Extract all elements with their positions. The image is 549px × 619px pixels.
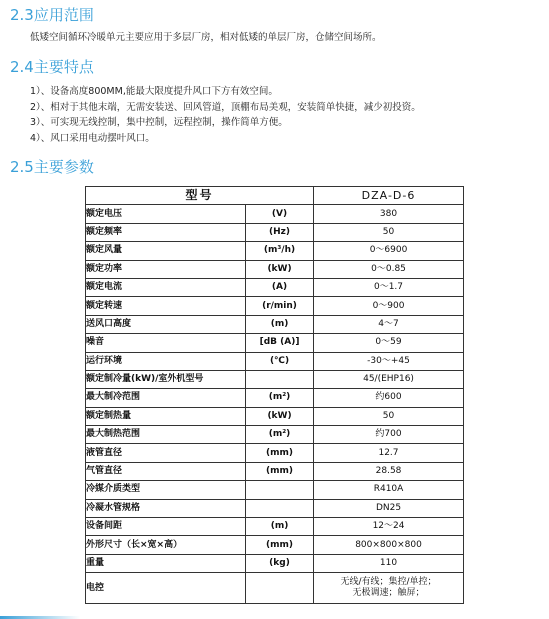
param-name: 额定频率 [86, 223, 246, 241]
param-value: 28.58 [314, 462, 464, 480]
table-row [86, 536, 464, 554]
table-row [86, 334, 464, 352]
param-unit: (Hz) [246, 223, 314, 241]
param-value: 12.7 [314, 444, 464, 462]
table-row [86, 260, 464, 278]
header-model-value: DZA-D-6 [314, 187, 464, 205]
param-value: 50 [314, 407, 464, 425]
table-row [86, 499, 464, 517]
table-row [86, 407, 464, 425]
param-value-line: 无线/有线；集控/单控； [340, 577, 437, 588]
param-name: 气管直径 [86, 462, 246, 480]
param-value: 约700 [314, 426, 464, 444]
parameter-table [85, 186, 464, 604]
param-unit: (m³/h) [246, 242, 314, 260]
param-unit [246, 499, 314, 517]
param-value: 0～6900 [314, 242, 464, 260]
param-unit: (r/min) [246, 297, 314, 315]
table-row [86, 370, 464, 388]
param-name: 冷媒介质类型 [86, 481, 246, 499]
param-unit: (℃) [246, 352, 314, 370]
param-value: R410A [314, 481, 464, 499]
table-header-row [86, 187, 464, 205]
param-value: 45/(EHP16) [314, 370, 464, 388]
param-name: 额定风量 [86, 242, 246, 260]
param-value: 4～7 [314, 315, 464, 333]
table-row [86, 554, 464, 572]
param-value: 800×800×800 [314, 536, 464, 554]
param-unit: [dB (A)] [246, 334, 314, 352]
table-row [86, 205, 464, 223]
param-value: 0～1.7 [314, 278, 464, 296]
param-unit: (kW) [246, 260, 314, 278]
table-row [86, 297, 464, 315]
param-unit: (A) [246, 278, 314, 296]
section-heading-application: 2.3应用范围 [10, 6, 94, 24]
param-name: 噪音 [86, 334, 246, 352]
table-row [86, 426, 464, 444]
param-name: 液管直径 [86, 444, 246, 462]
param-name: 额定转速 [86, 297, 246, 315]
param-name: 额定制热量 [86, 407, 246, 425]
param-name: 最大制冷范围 [86, 389, 246, 407]
param-name: 设备间距 [86, 518, 246, 536]
feature-item: 4）、风口采用电动摆叶风口。 [30, 132, 155, 144]
table-row [86, 462, 464, 480]
param-unit: (m) [246, 315, 314, 333]
table-row [86, 315, 464, 333]
param-unit: (kg) [246, 554, 314, 572]
param-value: 380 [314, 205, 464, 223]
param-value: 110 [314, 554, 464, 572]
param-name: 重量 [86, 554, 246, 572]
section-heading-params: 2.5主要参数 [10, 158, 94, 176]
param-name: 额定制冷量(kW)/室外机型号 [86, 370, 246, 388]
param-value: -30～+45 [314, 352, 464, 370]
application-text: 低矮空间循环冷暖单元主要应用于多层厂房，相对低矮的单层厂房，仓储空间场所。 [30, 32, 382, 43]
param-unit: (m²) [246, 426, 314, 444]
param-value [314, 573, 464, 604]
header-model-label: 型号 [86, 187, 314, 205]
param-value: 12～24 [314, 518, 464, 536]
param-name: 送风口高度 [86, 315, 246, 333]
param-unit: (mm) [246, 462, 314, 480]
param-name: 额定电压 [86, 205, 246, 223]
parameter-rows [86, 205, 464, 573]
param-value: 50 [314, 223, 464, 241]
table-row [86, 242, 464, 260]
param-value: 0～59 [314, 334, 464, 352]
table-row [86, 278, 464, 296]
param-unit [246, 370, 314, 388]
param-value: 0～900 [314, 297, 464, 315]
param-unit: (m²) [246, 389, 314, 407]
table-row [86, 481, 464, 499]
param-name: 最大制热范围 [86, 426, 246, 444]
table-row [86, 518, 464, 536]
table-row [86, 444, 464, 462]
param-value: 0～0.85 [314, 260, 464, 278]
param-name: 运行环境 [86, 352, 246, 370]
feature-item: 1）、设备高度800MM,能最大限度提升风口下方有效空间。 [30, 86, 278, 97]
param-value-line: 无极调速；触屏； [352, 588, 425, 599]
param-unit: (mm) [246, 536, 314, 554]
param-value: DN25 [314, 499, 464, 517]
param-unit: (V) [246, 205, 314, 223]
param-name: 额定功率 [86, 260, 246, 278]
table-row [86, 573, 464, 604]
param-unit: (m) [246, 518, 314, 536]
param-name: 电控 [86, 573, 246, 604]
param-name: 额定电流 [86, 278, 246, 296]
param-name: 外形尺寸（长×宽×高） [86, 536, 246, 554]
table-row [86, 352, 464, 370]
param-value: 约600 [314, 389, 464, 407]
param-name: 冷凝水管规格 [86, 499, 246, 517]
feature-item: 3）、可实现无线控制，集中控制，远程控制，操作简单方便。 [30, 117, 288, 128]
feature-item: 2）、相对于其他末端，无需安装送、回风管道，顶棚布局美观，安装简单快捷，减少初投资。 [30, 101, 421, 113]
param-unit: (kW) [246, 407, 314, 425]
feature-list [30, 84, 421, 146]
table-row [86, 223, 464, 241]
section-heading-features: 2.4主要特点 [10, 58, 94, 76]
table-row [86, 389, 464, 407]
param-unit [246, 481, 314, 499]
param-unit: (mm) [246, 444, 314, 462]
param-unit [246, 573, 314, 604]
